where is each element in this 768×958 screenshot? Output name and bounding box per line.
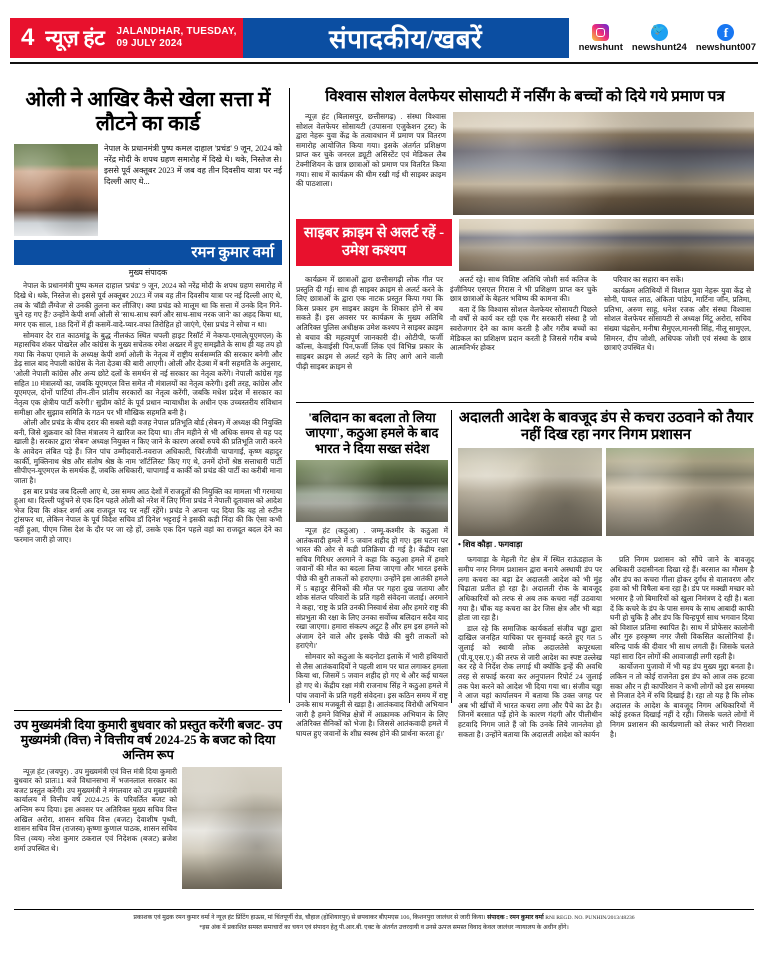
newspaper-logo: न्यूज़ हंट bbox=[45, 26, 105, 50]
story-oli-para-3: ओली और प्रचंड के बीच दरार की सबसे बड़ी वजह नेपाल प्रतिभूति बोर्ड (सेबन) में अध्यक्ष की नियुक्ति बनी, जिसे शुक्रवार को वित्त मंत्रालय ने खारिज कर दिया था। तीन महीने से भी अधिक समय से यह पद खाली है। सरकार द्वारा 'सेबन' अध्यक्ष नियुक्त न किए जाने के कारण अरबों रुपये की प्रतिभूति जारी करने के आवेदन लंबित पड़े हैं। जिन पांच उम्मीदवारों-नवराज अधिकारी, चिरंजीवी चापागाईं, कृष्ण बहादुर कार्की, मुक्तिनाथ श्रेष्ठ और संतोष श्रेष्ठ के नाम 'शॉर्टलिस्ट' किए गए थे, उनमें दोनों श्रेष्ठ सत्ताधारी पार्टी सीपीएन-यूएमएल के समर्थक हैं, जबकि अधिकारी, चापागाईं व कार्की को प्रचंड की पार्टी का करीबी माना जाता है। bbox=[14, 418, 282, 485]
section-title: संपादकीय/खबरें bbox=[329, 25, 483, 54]
story-dump-byline: • शिव कौड़ा . फगवाड़ा bbox=[458, 540, 523, 550]
footer bbox=[14, 909, 754, 932]
social-handles bbox=[569, 18, 758, 58]
social-twitter[interactable] bbox=[632, 24, 687, 53]
story-vishwas-headline: विश्वास सोशल वेलफेयर सोसायटी में नर्सिंग के बच्चों को दिये गये प्रमाण पत्र bbox=[325, 88, 725, 105]
footer-publisher-text: प्रकाशक एवं मुद्रक रमन कुमार वर्मा ने न्यूज़ हंट प्रिंटिंग हाऊस, मां चिंतपूर्णी रोड, चौहाल (होशियारपुर) से छपवाकर बीएमएस 106, किशनपुरा जालंधर से जारी किया। bbox=[133, 914, 486, 922]
story-vishwas-para-6: कार्यक्रम अतिथियों में विशाल युवा नेहरू युवा केंद्र से सोनी, पायल लाठ, अंकिता पांडेय, मार्टिना जॉन, प्रतिमा, प्रतिभा, अरुण साहू, धनेश रजक और संस्था विश्वास सोशल वेलफेयर सोसायटी से अध्यक्ष मिंटू अरोरा, सचिव संख्या चंद्रसेन, मनीषा सैमुएल,मानसी सिंह, नीलू सामुएल, सिमरन, दीप जोशी, अधिपक जोशी एवं संस्था के छात्र छात्राएं उपस्थित थे। bbox=[604, 285, 751, 353]
story-budget-para-1: न्यूज़ हंट (जयपुर) . उप मुख्यमंत्री एवं वित्त मंत्री दिया कुमारी बुधवार को प्रातः11 बजे विधानसभा में भजनलाल सरकार का बजट प्रस्तुत करेंगी। उप मुख्यमंत्री ने मंगलवार को उप मुख्यमंत्री कार्यालय में वित्तीय वर्ष 2024-25 के परिवर्तित बजट को अन्तिम रूप दिया। इस अवसर पर अतिरिक्त मुख्य सचिव वित्त अखिल अरोरा, शासन सचिव वित्त (बजट) देवाशीष पृथ्वी, शासन सचिव वित्त (राजस्व) कृष्णा कुणाल पाठक, शासन सचिव वित्त (व्यय) नरेश कुमार ठकराल एवं निदेशक (बजट) ब्रजेश शर्मा उपस्थित थे। bbox=[14, 766, 177, 853]
story-vishwas-para-5: परिवार का सहारा बन सकें। bbox=[613, 274, 684, 284]
column-separator-1 bbox=[289, 88, 290, 703]
footer-editor-text: संपादक : रमन कुमार वर्मा bbox=[487, 914, 544, 922]
editor-role: मुख्य संपादक bbox=[128, 268, 168, 278]
instagram-handle: newshunt bbox=[578, 41, 623, 53]
story-vishwas-callout-box: साइबर क्राइम से अलर्ट रहें - उमेश कश्यप bbox=[296, 219, 452, 266]
footer-rni-number: RNI REGD. NO. PUNHIN/2013/48236 bbox=[545, 915, 635, 922]
twitter-icon bbox=[651, 24, 668, 41]
story-vishwas-col1-top bbox=[296, 112, 446, 189]
story-dump-para-2: डाल रहे कि समाजिक कार्यकर्ता संजीव चड्ढा द्वारा दाखिल जनहित याचिका पर सुनवाई करते हुए गत 5 जुलाई को स्थायी लोक अदालतेसे कपूरथला (पी.यू.एस.ए.) की तरफ से जारी आदेश का स्पष्ट उल्लेख कर रहे वे निर्देश रोक लगाई थी क्योंकि इन्हें की अवधि तरह से सफाई करवा कर अनुपालन रिपोर्ट 24 जुलाई तक पेश करने को आदेश भी दिया गया था। संजीव चड्ढा ने आज यहां कार्यालयन में बताया कि उक्त जगह पर अब भी खींचों में भारत कचरा लगा और पैचे का ढेर है। जिनमें बरसात पर्ड़े होने के कारण गंदगी और पीलीथीन हटवादि निगम जाते हैं जो कि उनके लिये जानलेवा हो सकता है। उन्होंने बताया कि अदालती आदेश को कार्यन bbox=[458, 623, 602, 739]
story-dump-headline: अदालती आदेश के बावजूद डंप से कचरा उठवाने को तैयार नहीं दिख रहा नगर निगम प्रशासन bbox=[458, 410, 754, 444]
story-dump-photo-left bbox=[458, 448, 602, 536]
story-vishwas-col3 bbox=[604, 275, 751, 353]
story-vishwas-award-photo bbox=[459, 219, 754, 271]
editor-portrait-photo bbox=[14, 144, 98, 236]
edition-place-line: JALANDHAR, TUESDAY, bbox=[116, 26, 237, 37]
story-dump-para-1: फगवाड़ा के मेहली गेट क्षेत्र में स्थित राऊंडहाल के समीप नगर निगम प्रशासन द्वारा बनाये अस्थायी डंप पर लगा कचरा का बड़ा ढेर अदालती आदेश को भी मुंह चिढ़ाता प्रतीत हो रहा है। अदालती रोक के बावजूद अधिकारियों को तरफ से अब तक कचरा नहीं उठवाया गया है। चौंक यह कचरा का ढेर जिस क्षेत्र और भी बड़ा होता जा रहा है। bbox=[458, 555, 602, 623]
story-oli-lead: नेपाल के प्रधानमंत्री पुष्प कमल दाहाल 'प्रचंड' 9 जून, 2024 को नरेंद्र मोदी के शपथ ग्रहण समारोह में दिखे थे। थके, निस्तेज से। इससे पूर्व अक्तूबर 2023 में जब वह तीन दिवसीय यात्रा पर नई दिल्ली आए थे... bbox=[104, 144, 282, 186]
story-dump-para-4: कार्योजना पुजावो में भी यह डंप मुख्य मुद्दा बनता है। लकिन न तो कोई राजनेता इस डंप को आज तक हटवा सका और न ही कार्पोरेशन ने कभी लोगों को इस समस्या से निजात देने में रुचि दिखाई है। रहा तो यह है कि लोक अदालत के आदेश के बावजूद निगम अधिकारियों में कोई हरकत दिखाई नहीं दे रही। जिसके चलते लोगों में निगम प्रशासन की कार्यप्रणाली को लेकर भारी निराशा है। bbox=[610, 662, 754, 739]
section-banner bbox=[243, 18, 569, 58]
story-oli-para-4: इस बार प्रचंड जब दिल्ली आए थे, उस समय आठ देशों में राजदूतों की नियुक्ति का मामला भी गरमाया हुआ था। दिल्ली पहुंचने से एक दिन पहले ओली को नरेश में लिए गिना प्रचंड ने नेपाली दूतावास को आदेश भेज दिया कि शंकर शर्मा अब राजदूत पद पर नहीं रहेंगे। प्रचंड ने अपना पद दिया कि यह तो रुटीन ट्रांसफर था, लेकिन नेपाल के पूर्व विदेश सचिव डॉ दिनेश भट्टराई ने इसकी कड़ी निंदा की कि ऐसा कभी नहीं हुआ, पीएम जिस देश के दौर पर जा रहे हों, उसके एक दिन पहले वहां का राजदूत बदल देने का फरमान जारी हो जाए। bbox=[14, 486, 282, 544]
column-separator-2 bbox=[451, 410, 452, 703]
story-dump-col2 bbox=[610, 555, 754, 739]
story-vishwas bbox=[296, 88, 754, 372]
story-budget-minister-photo bbox=[182, 767, 282, 889]
story-kathua-para-1: न्यूज़ हंट (कठुआ) . जम्मू-कश्मीर के कठुआ में आतंकवादी हमले में 5 जवान शहीद हो गए। इस घटना पर भारत की ओर से कड़ी प्रतिक्रिया दी गई है। केंद्रीय रक्षा सचिव गिरिधर अरमाने ने कहा कि कठुआ हमले में हमारे जवानों की मौत का बदला लिया जाएगा और भारत इसके पीछे की बुरी ताकतों को हराएगा। उन्होंने इस आतंकी हमले में 5 बहादुर सैनिकों की मौत पर गहरा दुख जताया और शोक संतप्त परिवारों के प्रति गहरी संवेदना जताई। अरमाने ने कहा, 'राष्ट्र के प्रति उनकी निस्वार्थ सेवा और हमारे राष्ट्र की संप्रभुता की रक्षा के लिए उनका सर्वोच्च बलिदान सदैव याद रखा जाएगा। हमारा संकल्प अटूट है और हम इस हमले को अंजाम देने वाले और इसके पीछे की बुरी ताकतों को हराएंगे।' bbox=[296, 525, 448, 651]
newspaper-page bbox=[0, 18, 768, 958]
story-kathua-army-photo bbox=[296, 460, 448, 522]
twitter-handle: newshunt24 bbox=[631, 41, 687, 53]
story-budget-body bbox=[14, 767, 177, 854]
horizontal-rule-bottom-left bbox=[14, 710, 282, 711]
page-number: 4 bbox=[21, 24, 35, 51]
story-dump-col1 bbox=[458, 555, 602, 739]
story-vishwas-group-photo bbox=[453, 112, 754, 215]
story-dump-para-3: प्रति निगम प्रशासन को सौंपे जाने के बावजूद अधिकारी उदासीनता दिखा रहे हैं। बरसात का मौसम है और डंप का कचरा गीला होकर दुर्गंध से वातावरण और हवा को भी विषैला बना रहा है। डंप पर मक्खी मच्छर को भरमार है जो बिमारियों को खुला निमंत्रण दे रही है। बता दें कि कचरे के डंप के पास समय के साथ आबादी काफी घनी हो चुकि है और डंप कि चिन्हपूर्ण साथ भगवान दिया को विशाल प्रतिमा स्थापित है। साथ में प्रोफेसर कालोनी और गुरु हरकृष्ण नगर जैसी विकसित कालोनियां हैं। बरिन्द्र पार्क की दीवार भी साथ लगती हैं। जिसके चलते यहां सारा दिन लोगों की आवाजाही लगी रहती है। bbox=[610, 555, 754, 661]
footer-imprint-line bbox=[14, 913, 754, 922]
story-oli-headline: ओली ने आखिर कैसे खेला सत्ता में लौटने का कार्ड bbox=[25, 89, 271, 136]
story-kathua-headline: 'बलिदान का बदला तो लिया जाएगा', कठुआ हमले के बाद भारत ने दिया सख्त संदेश bbox=[305, 410, 439, 456]
story-vishwas-para-2: कार्यक्रम में छात्राओं द्वारा छत्तीसगढ़ी लोक गीत पर प्रस्तुति दी गई। साथ ही साइबर क्राइम से अलर्ट करने के लिए छात्राओं के द्वारा एक नाटक प्रस्तुत किया गया कि किस प्रकार हम साइबर क्राइम के शिकार होने से बच सकते हैं। इस अवसर पर कार्यक्रम के मुख्य अतिथि अतिरिक्त पुलिस अधीक्षक उमेश कश्यप ने साइबर क्राइम से बचाव की महत्वपूर्ण जानकारी दी। ओटीपी, फर्जी कॉल्स, केवाईसी पिन,फर्जी लिंक एवं विभिन्न प्रकार के साइबर क्राइम से अलर्ट रहने के लिए आगे आने वाली पीढ़ी साइबर क्राइम से bbox=[296, 274, 443, 371]
instagram-icon bbox=[592, 24, 609, 41]
story-vishwas-col1 bbox=[296, 275, 443, 371]
story-oli-body bbox=[14, 281, 282, 544]
story-kathua bbox=[296, 410, 448, 740]
facebook-icon: f bbox=[717, 24, 734, 41]
masthead-brand-block bbox=[10, 18, 113, 58]
edition-date-line: 09 JULY 2024 bbox=[116, 38, 183, 49]
story-kathua-para-2: सोमवार को कठुआ के बदनोटा इलाके में भारी हथियारों से लैस आतंकवादियों ने पहली शाम पर घात लगाकर हमला किया था, जिसमें 5 जवान शहीद हो गए थे और कई घायल हो गए थे। केंद्रीय रक्षा मंत्री राजनाथ सिंह ने कठुआ हमले में पांच जवानों के प्रति गहरी संवेदना। इस कठिन समय में राष्ट्र उनके साथ मजबूती से खड़ा है। आतंकवाद विरोधी अभियान जारी है हमने विभिन्न क्षेत्रों में आक्रामक अभियान के लिए अतिरिक्त सैनिकों को भेजा है। जिससे आतंकवादी हमले में घायल हुए जवानों के शीघ्र स्वस्थ होने की प्रार्थना करता हूं।' bbox=[296, 652, 448, 739]
story-vishwas-col2 bbox=[450, 275, 597, 353]
horizontal-rule-top bbox=[296, 402, 754, 403]
story-budget bbox=[14, 718, 282, 889]
footer-rule bbox=[14, 909, 754, 910]
story-vishwas-para-4: बता दें कि विश्वास सोशल वेलफेयर सोसायटी पिछले नौ वर्षों से कार्य कर रही एक गैर सरकारी संस्था है जो स्वरोजगार देने का काम करती है और गरीब बच्चों का मेडिकल का प्रशिक्षण प्रदान करती है जिससे गरीब बच्चे आत्मनिर्भर होकर bbox=[450, 304, 597, 353]
story-oli bbox=[14, 88, 282, 545]
footer-disclaimer: *इस अंक में प्रकाशित समस्त समाचारों का चयन एवं संपादन हेतु पी.आर.बी. एक्ट के अंतर्गत उत्तरदायी व उनसे ऊपज समस्त विवाद केवल जालंधर न्यायालय के अधीन होंगे। bbox=[199, 923, 569, 931]
story-kathua-body bbox=[296, 526, 448, 739]
social-facebook[interactable] bbox=[696, 24, 756, 53]
edition-date-block bbox=[113, 18, 243, 58]
story-vishwas-para-1: न्यूज़ हंट (बिलासपुर, छत्तीसगढ़) . संस्था विश्वास सोशल वेलफेयर सोसायटी (उपासना एजुकेशन ट्रस्ट) के द्वारा नेहरू युवा केंद्र के तत्वावधान में प्रमाण पत्र वितरण समारोह आयोजित किया गया। इसके अंतर्गत प्रशिक्षण प्राप्त कर चुके जनरल ड्यूटी असिस्टेंट एवं मेडिकल लैब टेक्नीशियन के छात्र छात्राओं को प्रमाण पत्र वितरित किया गया। साथ में कार्यक्रम की थीम रखी गई थी साइबर क्राइम की पाठशाला। bbox=[296, 111, 446, 189]
editor-name-banner: रमन कुमार वर्मा bbox=[14, 240, 282, 265]
story-oli-para-1: नेपाल के प्रधानमंत्री पुष्प कमल दाहाल 'प्रचंड' 9 जून, 2024 को नरेंद्र मोदी के शपथ ग्रहण समारोह में दिखे थे। थके, निस्तेज से। इससे पूर्व अक्तूबर 2023 में जब वह तीन दिवसीय यात्रा पर नई दिल्ली आए थे, तब के 'बॉडी लैंग्वेज' से उनकी तुलना कर लीजिए। क्या प्रचंड को मालूम था कि सत्ता में उनके दिन गिने-चुने रह गए हैं? उन्होंने केपी शर्मा ओली से 'साथ-साथ स्वर्ग और साथ-साथ नरक जाने' का अहद किया था, मगर एक साल, 188 दिनों में ही कसमें-वादे-प्यार-वफा तिरोहित हो जाएंगे, ऐसा प्रचंड ने सोचा न था। bbox=[14, 281, 282, 329]
facebook-handle: newshunt007 bbox=[695, 41, 756, 53]
story-dump-photo-right bbox=[606, 448, 754, 536]
masthead-rule bbox=[10, 62, 758, 64]
story-dump bbox=[458, 410, 754, 740]
masthead bbox=[10, 18, 758, 58]
story-vishwas-para-3: अलर्ट रहे। साथ विशिष्ट अतिथि जोशी सर्व कतिज के इंजीनियर एसएल गिरास ने भी प्रशिक्षण प्राप्त कर चुके छात्र छात्राओं के बेहतर भविष्य की कामना की। bbox=[450, 274, 597, 304]
story-oli-para-2: सोमवार देर रात काठमांडू के बुद्ध नीलकंठ स्थित चपली हाइट रिसॉर्ट में नेकपा-एमाले(यूएमएल) के महासचिव शंकर पोखरेल और कांग्रेस के मुख्य सचेतक रमेश अख्तर में हुए समझौते के साथ ही यह तय हो गया कि नेकपा एमाले के अध्यक्ष केपी शर्मा ओली के नेतृत्व में राष्ट्रीय सर्वसम्मति की सरकार बनेगी और डेढ़ साल बाद नेपाली कांग्रेस के नेता देउबा की बारी आएगी। ओली और देउबा में बनी सहमति के अनुसार, 'ओली नेपाली कांग्रेस और अन्य छोटे दलों के समर्थन से नई सरकार का नेतृत्व करेंगे। नेपाली कांग्रेस गृह सहित 10 मंत्रालयों का, जबकि यूएमएल वित्त समेत नौ मंत्रालयों का नेतृत्व करेगी। इसी तरह, कांग्रेस और यूएमएल, दोनों पार्टियां तीन-तीन प्रांतीय सरकारों का नेतृत्व करेंगी, जबकि मधेश प्रदेश में सरकार का नेतृत्व एक क्षेत्रीय पार्टी करेगी।' सुप्रीम कोर्ट के पूर्व प्रधान न्यायाधीश के अधीन एक उच्चस्तरीय संविधान समीक्षा और सुझाव समिति के गठन पर भी मौखिक सहमति बनी है। bbox=[14, 330, 282, 417]
story-budget-headline: उप मुख्यमंत्री दिया कुमारी बुधवार को प्रस्तुत करेंगी बजट- उप मुख्यमंत्री (वित्त) ने वित्तीय वर्ष 2024-25 के बजट को दिया अन्तिम रूप bbox=[14, 718, 282, 762]
social-instagram[interactable] bbox=[579, 24, 623, 53]
